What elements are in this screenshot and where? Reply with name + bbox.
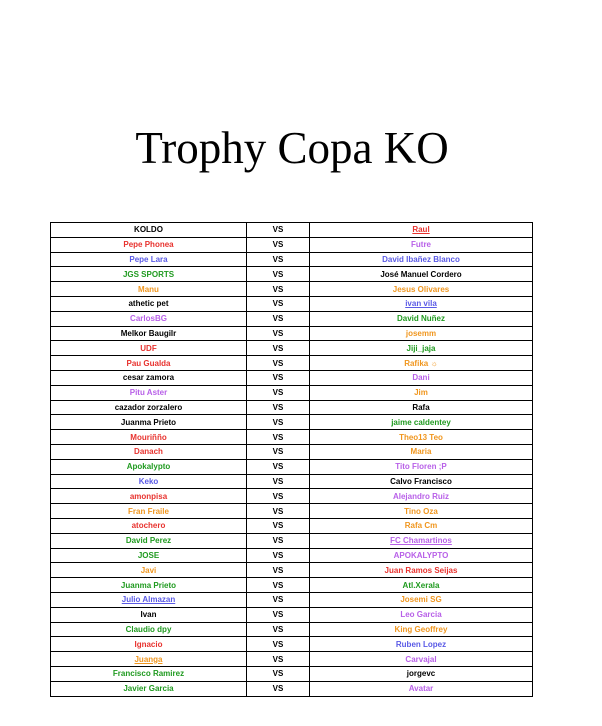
home-team-cell: Julio Almazan	[51, 592, 247, 607]
away-team-cell: David Ibañez Blanco	[310, 252, 533, 267]
vs-cell: VS	[247, 563, 310, 578]
vs-cell: VS	[247, 252, 310, 267]
vs-cell: VS	[247, 415, 310, 430]
vs-cell: VS	[247, 504, 310, 519]
vs-cell: VS	[247, 311, 310, 326]
home-team-cell: Javi	[51, 563, 247, 578]
away-team-cell: Juan Ramos Seijas	[310, 563, 533, 578]
away-team-cell: Josemi SG	[310, 592, 533, 607]
vs-cell: VS	[247, 237, 310, 252]
table-row	[51, 282, 533, 297]
away-team-cell: Rafika ☼	[310, 356, 533, 371]
away-team-cell: Futre	[310, 237, 533, 252]
vs-cell: VS	[247, 681, 310, 696]
home-team-cell: Mouriñño	[51, 430, 247, 445]
table-row	[51, 385, 533, 400]
home-team-cell: amonpisa	[51, 489, 247, 504]
vs-cell: VS	[247, 533, 310, 548]
vs-cell: VS	[247, 400, 310, 415]
home-team-cell: KOLDO	[51, 223, 247, 238]
away-team-cell: José Manuel Cordero	[310, 267, 533, 282]
table-row	[51, 296, 533, 311]
table-row	[51, 311, 533, 326]
home-team-cell: Claudio dpy	[51, 622, 247, 637]
away-team-cell: Raul	[310, 223, 533, 238]
vs-cell: VS	[247, 385, 310, 400]
table-row	[51, 504, 533, 519]
vs-cell: VS	[247, 518, 310, 533]
away-team-cell: Tino Oza	[310, 504, 533, 519]
away-team-cell: Jesus Olivares	[310, 282, 533, 297]
away-team-cell: Dani	[310, 370, 533, 385]
vs-cell: VS	[247, 637, 310, 652]
table-row	[51, 578, 533, 593]
home-team-cell: Fran Fraile	[51, 504, 247, 519]
away-team-cell: Leo Garcia	[310, 607, 533, 622]
home-team-cell: cazador zorzalero	[51, 400, 247, 415]
home-team-cell: Melkor Baugilr	[51, 326, 247, 341]
vs-cell: VS	[247, 489, 310, 504]
table-row	[51, 607, 533, 622]
table-row	[51, 548, 533, 563]
table-row	[51, 637, 533, 652]
away-team-cell: jorgevc	[310, 666, 533, 681]
vs-cell: VS	[247, 267, 310, 282]
home-team-cell: UDF	[51, 341, 247, 356]
table-row	[51, 415, 533, 430]
vs-cell: VS	[247, 459, 310, 474]
vs-cell: VS	[247, 444, 310, 459]
away-team-cell: Rafa Cm	[310, 518, 533, 533]
table-row	[51, 459, 533, 474]
matches-body	[51, 223, 533, 697]
page-title: Trophy Copa KO	[135, 123, 449, 173]
away-team-cell: FC Chamartinos	[310, 533, 533, 548]
away-team-cell: Ruben Lopez	[310, 637, 533, 652]
vs-cell: VS	[247, 666, 310, 681]
away-team-cell: Avatar	[310, 681, 533, 696]
away-team-cell: King Geoffrey	[310, 622, 533, 637]
home-team-cell: Pepe Lara	[51, 252, 247, 267]
home-team-cell: Danach	[51, 444, 247, 459]
away-team-cell: jaime caldentey	[310, 415, 533, 430]
matches-table	[50, 222, 533, 697]
away-team-cell: ivan vila	[310, 296, 533, 311]
table-row	[51, 430, 533, 445]
home-team-cell: atochero	[51, 518, 247, 533]
vs-cell: VS	[247, 474, 310, 489]
home-team-cell: Pau Gualda	[51, 356, 247, 371]
home-team-cell: Pitu Aster	[51, 385, 247, 400]
table-row	[51, 666, 533, 681]
home-team-cell: Javier Garcia	[51, 681, 247, 696]
vs-cell: VS	[247, 652, 310, 667]
table-row	[51, 252, 533, 267]
home-team-cell: Keko	[51, 474, 247, 489]
vs-cell: VS	[247, 548, 310, 563]
vs-cell: VS	[247, 370, 310, 385]
home-team-cell: Juanma Prieto	[51, 415, 247, 430]
table-row	[51, 444, 533, 459]
home-team-cell: Apokalypto	[51, 459, 247, 474]
vs-cell: VS	[247, 356, 310, 371]
vs-cell: VS	[247, 578, 310, 593]
away-team-cell: Atl.Xerala	[310, 578, 533, 593]
home-team-cell: Ignacio	[51, 637, 247, 652]
home-team-cell: cesar zamora	[51, 370, 247, 385]
vs-cell: VS	[247, 282, 310, 297]
vs-cell: VS	[247, 622, 310, 637]
vs-cell: VS	[247, 326, 310, 341]
table-row	[51, 267, 533, 282]
away-team-cell: Alejandro Ruiz	[310, 489, 533, 504]
table-row	[51, 341, 533, 356]
home-team-cell: David Perez	[51, 533, 247, 548]
table-row	[51, 370, 533, 385]
home-team-cell: Francisco Ramirez	[51, 666, 247, 681]
table-row	[51, 474, 533, 489]
vs-cell: VS	[247, 223, 310, 238]
home-team-cell: Pepe Phonea	[51, 237, 247, 252]
away-team-cell: Carvajal	[310, 652, 533, 667]
table-row	[51, 356, 533, 371]
vs-cell: VS	[247, 592, 310, 607]
away-team-cell: Tito Floren ;P	[310, 459, 533, 474]
away-team-cell: josemm	[310, 326, 533, 341]
vs-cell: VS	[247, 430, 310, 445]
home-team-cell: Manu	[51, 282, 247, 297]
table-row	[51, 592, 533, 607]
away-team-cell: Theo13 Teo	[310, 430, 533, 445]
away-team-cell: David Nuñez	[310, 311, 533, 326]
table-row	[51, 237, 533, 252]
away-team-cell: Jiji_jaja	[310, 341, 533, 356]
away-team-cell: Rafa	[310, 400, 533, 415]
away-team-cell: Calvo Francisco	[310, 474, 533, 489]
table-row	[51, 622, 533, 637]
table-row	[51, 489, 533, 504]
table-row	[51, 681, 533, 696]
vs-cell: VS	[247, 607, 310, 622]
table-row	[51, 652, 533, 667]
home-team-cell: JOSE	[51, 548, 247, 563]
away-team-cell: Jim	[310, 385, 533, 400]
home-team-cell: JGS SPORTS	[51, 267, 247, 282]
table-row	[51, 533, 533, 548]
home-team-cell: Juanga	[51, 652, 247, 667]
away-team-cell: APOKALYPTO	[310, 548, 533, 563]
home-team-cell: CarlosBG	[51, 311, 247, 326]
table-row	[51, 518, 533, 533]
table-row	[51, 400, 533, 415]
home-team-cell: Juanma Prieto	[51, 578, 247, 593]
home-team-cell: Ivan	[51, 607, 247, 622]
home-team-cell: athetic pet	[51, 296, 247, 311]
away-team-cell: Maria	[310, 444, 533, 459]
table-row	[51, 563, 533, 578]
table-row	[51, 223, 533, 238]
table-row	[51, 326, 533, 341]
vs-cell: VS	[247, 296, 310, 311]
vs-cell: VS	[247, 341, 310, 356]
